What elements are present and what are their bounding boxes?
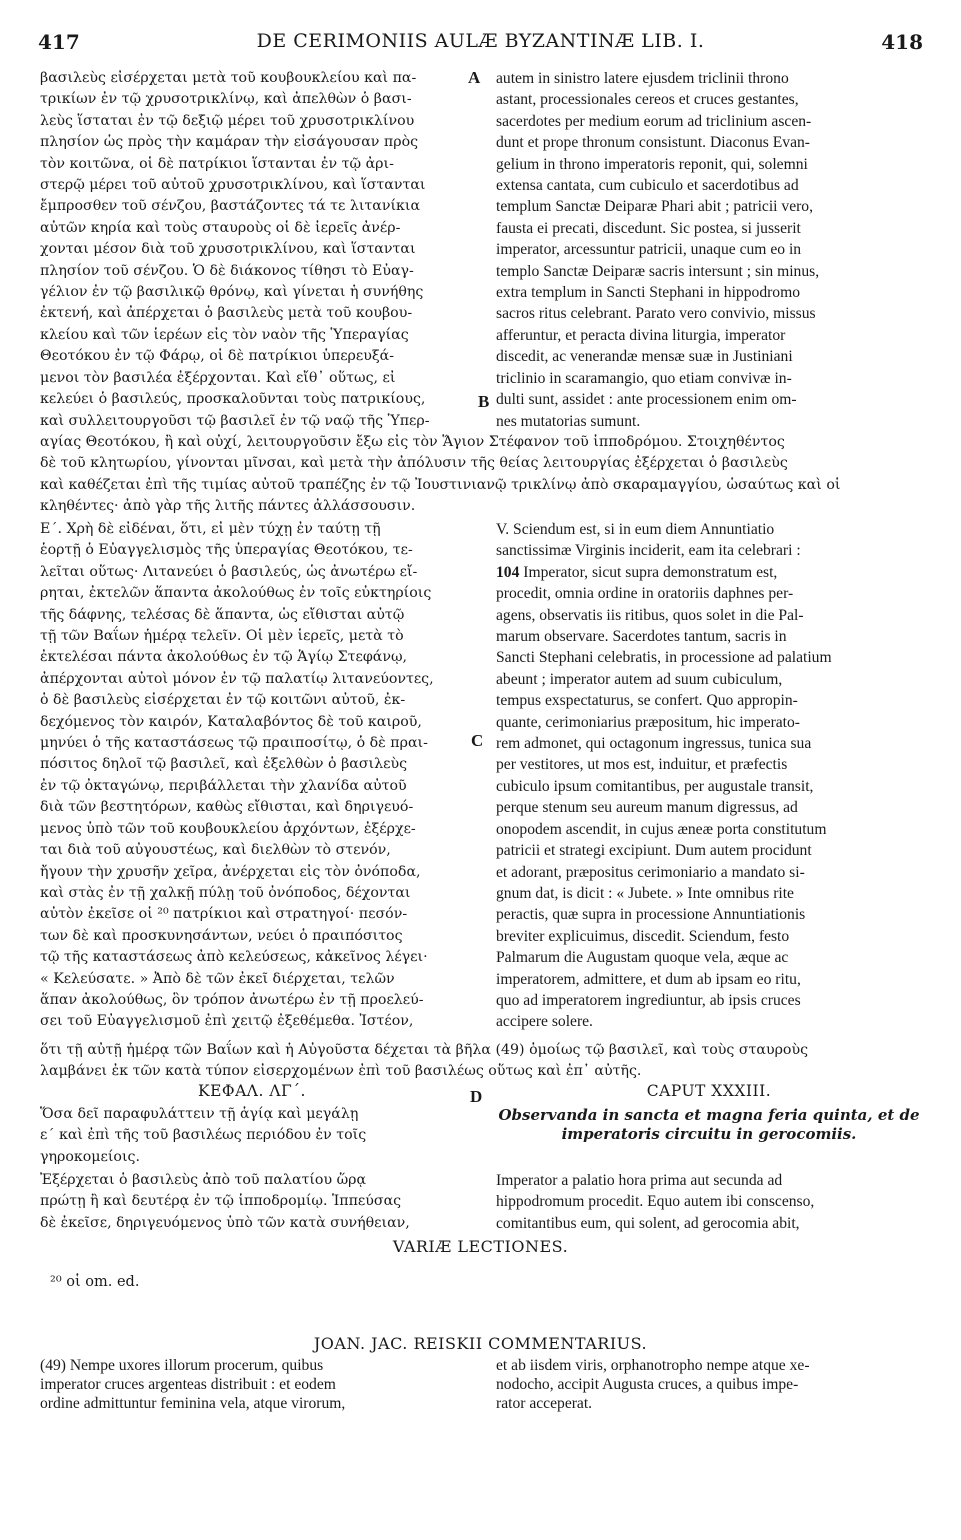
greek-line: ὅτι τῇ αὐτῇ ἡμέρᾳ τῶν Βαΐων καὶ ἡ Αὐγοῦστα δέχεται τὰ βῆλα (49) ὁμοίως τῷ βασιλεῖ, καὶ τοὺς σταυροὺς	[40, 1042, 809, 1058]
greek-line: ἐκτενή, καὶ ἀπέρχεται ὁ βασιλεὺς μετὰ τοῦ κουβου-	[40, 305, 413, 322]
margin-marker-a: A	[468, 68, 481, 87]
greek-line: κελεύει ὁ βασιλεύς, προσκαλοῦνται τοὺς πατρικίους,	[40, 391, 426, 408]
greek-fullwidth-paragraph-1	[40, 432, 922, 518]
greek-line: « Κελεύσατε. » Ἀπὸ δὲ τῶν ἐκεῖ διέρχεται, τελῶν	[40, 970, 395, 987]
commentary-line: (49) Nempe uxores illorum procerum, quibus	[40, 1357, 324, 1374]
latin-line: cubiculo ipsum comitantibus, per augustale transit,	[496, 777, 814, 795]
greek-line: πλησίον τοῦ σένζου. Ὁ δὲ διάκονος τίθησι τὸ Εὐαγ-	[40, 262, 414, 279]
latin-line: dunt et prope thronum consistunt. Diaconus Evan-	[496, 134, 810, 152]
greek-line: αὐτὸν ἐκεῖσε οἱ ²⁰ πατρίκιοι καὶ στρατηγοί· πεσόν-	[40, 906, 408, 923]
greek-line: βασιλεὺς εἰσέρχεται μετὰ τοῦ κουβουκλείου καὶ πα-	[40, 70, 417, 86]
greek-line: ἔμπροσθεν τοῦ σένζου, βαστάζοντες τά τε λιτανίκια	[40, 198, 421, 215]
greek-line: αὐτῶν κηρία καὶ τοὺς σταυροὺς οἱ δὲ ἱερεῖς ἀνέρ-	[40, 219, 401, 236]
latin-line: perque stenum seu aureum manum digressus, ad	[496, 799, 798, 817]
greek-line: ἅπαν ἀκολούθως, ὃν τρόπον ἀνωτέρω ἐν τῇ προελεύ-	[40, 991, 424, 1008]
variant-reading-note: ²⁰ οἱ om. ed.	[50, 1274, 140, 1290]
greek-line: πρώτῃ ἢ καὶ δευτέρᾳ ἐν τῷ ἱπποδρομίῳ. Ἱππεύσας	[40, 1193, 402, 1210]
greek-line: ἤγουν τὴν χρυσῆν χεῖρα, ἀνέρχεται εἰς τὸν ὀνόποδα,	[40, 863, 421, 880]
greek-line: τρικίων ἐν τῷ χρυσοτρικλίνῳ, καὶ ἀπελθὼν ὁ βασι-	[40, 91, 412, 108]
latin-line: marum observare. Sacerdotes tantum, sacris in	[496, 628, 787, 646]
latin-line: 104 Imperator, sicut supra demonstratum est,	[496, 563, 778, 581]
greek-line: τῷ τῆς καταστάσεως ἀπὸ κελεύσεως, κἀκεῖνος λέγει·	[40, 949, 428, 966]
latin-column-top	[496, 68, 922, 432]
greek-chapter-heading: ΚΕΦΑΛ. ΛΓ΄.	[198, 1082, 306, 1100]
latin-line: extra templum in Sancti Stephani in hippodromo	[496, 284, 801, 302]
latin-line: quo ad imperatorem ingrediuntur, ab ipsis cruces	[496, 991, 801, 1009]
running-title: DE CERIMONIIS AULÆ BYZANTINÆ LIB. I.	[256, 30, 705, 52]
greek-line: των δὲ καὶ προσκυνησάντων, νεύει ὁ πραιπόσιτος	[40, 927, 403, 944]
commentary-left-column	[40, 1356, 464, 1413]
latin-line: comitantibus eum, qui solent, ad gerocomia abit,	[496, 1214, 800, 1232]
latin-title-line: Observanda in sancta et magna feria quinta, et de	[498, 1106, 920, 1124]
latin-line: templo Sanctæ Deiparæ sacris intersunt ; sin minus,	[496, 262, 820, 280]
greek-line: τῇ τῶν Βαΐων ἡμέρᾳ τελεῖν. Οἱ μὲν ἱερεῖς, μετὰ τὸ	[40, 628, 404, 645]
latin-line: et adorant, præpositus cerimoniario a mandato si-	[496, 863, 805, 881]
commentary-line: nodocho, accipit Augusta cruces, a quibus impe-	[496, 1376, 799, 1393]
latin-line: accipere solere.	[496, 1013, 593, 1031]
commentary-line: ordine admittuntur feminina vela, atque virorum,	[40, 1395, 346, 1412]
commentary-line: imperator cruces argenteas distribuit : et eodem	[40, 1376, 336, 1393]
latin-chapter-heading: CAPUT XXXIII.	[646, 1082, 772, 1100]
greek-line: μενος ὑπὸ τῶν τοῦ κουβουκλείου ἀρχόντων, ἐξέρχε-	[40, 820, 416, 837]
greek-line: Ἐξέρχεται ὁ βασιλεὺς ἀπὸ τοῦ παλατίου ὥρᾳ	[40, 1172, 367, 1188]
latin-line: afferuntur, et peracta divina liturgia, imperator	[496, 326, 786, 344]
latin-line: sacros ritus celebrant. Parato vero convivio, missus	[496, 305, 816, 323]
greek-line: λεῖται οὕτως· Λιτανεύει ὁ βασιλεύς, ὡς ἀνωτέρω εἴ-	[40, 563, 418, 580]
commentary-right-column	[496, 1356, 922, 1413]
latin-line: templum Sanctæ Deiparæ Phari abit ; patricii vero,	[496, 198, 813, 216]
greek-line: δὲ τοῦ κλητωρίου, γίνονται μῖνσαι, καὶ μετὰ τὴν ἀπόλυσιν τῆς θείας λειτουργίας ἐξέρχεται ὁ βασιλεὺς	[40, 455, 788, 472]
page-number-left: 417	[38, 30, 80, 54]
variae-lectiones-heading: VARIÆ LECTIONES.	[392, 1237, 569, 1256]
greek-line: καὶ καθέζεται ἐπὶ τῆς τιμίας αὐτοῦ τραπέζης ἐν τῷ Ἰουστινιανῷ τρικλίνῳ ἀπὸ σκαραμαγγίου, ὡσαύτως καὶ οἱ	[40, 476, 841, 493]
latin-line: discedit, ac venerandæ mensæ suæ in Justiniani	[496, 348, 793, 366]
latin-line: gnum dat, is dicit : « Jubete. » Inte omnibus rite	[496, 884, 794, 902]
greek-line: κληθέντες· ἀπὸ γὰρ τῆς λιτῆς πάντες ἀλλάσσουσιν.	[40, 498, 416, 515]
greek-title-line: ε΄ καὶ ἐπὶ τῆς τοῦ βασιλέως περιόδου ἐν τοῖς	[40, 1127, 367, 1144]
latin-line: sacerdotes per medium eorum ad triclinium ascen-	[496, 112, 812, 130]
commentary-line: et ab iisdem viris, orphanotropho nempe atque xe-	[496, 1357, 810, 1374]
greek-column-middle	[40, 519, 464, 1033]
page-number-right: 418	[881, 30, 923, 54]
greek-title-line: Ὅσα δεῖ παραφυλάττειν τῇ ἁγίᾳ καὶ μεγάλῃ	[40, 1106, 359, 1122]
greek-line: καὶ συλλειτουργοῦσι τῷ βασιλεῖ ἐν τῷ ναῷ τῆς Ὑπερ-	[40, 412, 430, 429]
latin-line: quante, cerimoniarius præpositum, hic imperato-	[496, 713, 801, 731]
greek-line: λαμβάνει ἐκ τῶν κατὰ τύπον εἰσερχομένων ἐπὶ τοῦ βασιλέως οὕτως καὶ ἐπ᾽ αὐτῆς.	[40, 1063, 642, 1080]
latin-line: procedit, omnia ordine in oratoriis daphnes per-	[496, 585, 794, 603]
greek-line: πλησίον ὡς πρὸς τὴν καμάραν τὴν εἰσάγουσαν πρὸς	[40, 134, 419, 151]
greek-title-line: γηροκομείοις.	[40, 1148, 140, 1165]
latin-line: onopodem ascendit, in cujus æneæ porta constitutum	[496, 820, 827, 838]
latin-line: patricii et strategi excipiunt. Dum autem procidunt	[496, 842, 812, 860]
latin-line: extensa cantata, cum cubiculo et sacerdotibus ad	[496, 177, 799, 195]
latin-title-line: imperatoris circuitu in gerocomiis.	[561, 1125, 857, 1143]
greek-line: ἐν τῷ ὀκταγώνῳ, περιβάλλεται τὴν χλανίδα αὐτοῦ	[40, 777, 407, 794]
latin-line: gelium in throno imperatoris reponit, qui, solemni	[496, 155, 808, 173]
greek-line: πόσιτος δηλοῖ τῷ βασιλεῖ, καὶ ἐξελθὼν ὁ βασιλεὺς	[40, 756, 408, 773]
latin-line: autem in sinistro latere ejusdem triclinii throno	[496, 70, 789, 87]
greek-line: κλείου καὶ τῶν ἱερέων εἰς τὸν ναὸν τῆς Ὑπεραγίας	[40, 326, 409, 343]
greek-line: ρηται, ἐκτελῶν ἅπαντα ἀκολούθως ἐν τοῖς εὐκτηρίοις	[40, 585, 432, 602]
latin-column-middle	[496, 519, 922, 1033]
commentary-heading: JOAN. JAC. REISKII COMMENTARIUS.	[313, 1334, 648, 1353]
latin-line: dulti sunt, assidet : ante processionem enim om-	[496, 391, 797, 409]
greek-line: ἐκτελέσαι πάντα ἀκολούθως ἐν τῷ Ἁγίῳ Στεφάνῳ,	[40, 649, 408, 666]
latin-chapter-title	[496, 1106, 922, 1144]
greek-line: Ε΄. Χρὴ δὲ εἰδέναι, ὅτι, εἰ μὲν τύχῃ ἐν ταύτῃ τῇ	[40, 521, 381, 537]
greek-line: Θεοτόκου ἐν τῷ Φάρῳ, οἱ δὲ πατρίκιοι ὑπερευξά-	[40, 348, 395, 365]
greek-line: μενοι τὸν βασιλέα ἐξέρχονται. Καὶ εἴθ᾽ οὕτως, εἰ	[40, 369, 396, 386]
latin-line: triclinio in scaramangio, quo etiam convivæ in-	[496, 369, 792, 387]
latin-line: Imperator a palatio hora prima aut secunda ad	[496, 1172, 783, 1189]
greek-fullwidth-paragraph-2	[40, 1040, 922, 1083]
greek-chapter-title	[40, 1104, 464, 1168]
greek-line: ἀπέρχονται αὐτοὶ μόνον ἐν τῷ παλατίῳ λιτανεύοντες,	[40, 670, 434, 687]
latin-line: rem admonet, qui octagonum ingressus, tunica sua	[496, 735, 812, 753]
latin-line: tempus exspectaturus, se confert. Quo appropin-	[496, 692, 798, 710]
latin-line: V. Sciendum est, si in eum diem Annuntiatio	[496, 521, 775, 538]
greek-line: διὰ τῶν βεστητόρων, καθὼς εἴθισται, καὶ δηριγευό-	[40, 799, 414, 816]
margin-marker-b: B	[478, 392, 490, 411]
greek-line: τῆς δάφνης, τελέσας δὲ ἅπαντα, ὡς εἴθισται αὐτῷ	[40, 606, 405, 623]
latin-line: sanctissimæ Virginis inciderit, eam ita celebrari :	[496, 542, 801, 560]
latin-line: nes mutatorias sumunt.	[496, 412, 641, 430]
latin-line: agens, observatis iis ritibus, quos solet in die Pal-	[496, 606, 804, 624]
latin-line: peractis, quæ supra in processione Annuntiationis	[496, 906, 806, 924]
greek-line: αγίας Θεοτόκου, ἢ καὶ οὐχί, λειτουργοῦσιν ἔξω εἰς τὸν Ἅγιον Στέφανον τοῦ ἱπποδρόμου. Στοιχηθέντος	[40, 434, 785, 450]
greek-line: δὲ ἐκεῖσε, δηριγευόμενος ὑπὸ τῶν κατὰ συνήθειαν,	[40, 1214, 410, 1231]
greek-line: μηνύει ὁ τῆς καταστάσεως τῷ πραιποσίτῳ, ὁ δὲ πραι-	[40, 735, 428, 752]
page-header	[38, 30, 923, 60]
latin-line: breviter explicuimus, discedit. Sciendum, festo	[496, 927, 790, 945]
commentary-line: rator acceperat.	[496, 1395, 593, 1412]
margin-marker-c: C	[471, 731, 484, 750]
greek-line: γέλιον ἐν τῷ βασιλικῷ θρόνῳ, καὶ γίνεται ἡ συνήθης	[40, 284, 424, 301]
latin-line: astant, processionales cereos et cruces gestantes,	[496, 91, 799, 109]
latin-line: imperator, arcessuntur patricii, unaque cum eo in	[496, 241, 802, 259]
latin-line: abeunt ; imperator autem ad suum cubiculum,	[496, 670, 783, 688]
latin-line: fausta ei precati, discedunt. Sic postea, si jusserit	[496, 219, 801, 237]
greek-line: δεχόμενος τὸν καιρόν, Καταλαβόντος δὲ τοῦ καιροῦ,	[40, 713, 422, 730]
greek-line: τὸν κοιτῶνα, οἱ δὲ πατρίκιοι ἵστανται ἐν τῷ ἀρι-	[40, 155, 394, 172]
greek-line: ὁ δὲ βασιλεὺς εἰσέρχεται ἐν τῷ κοιτῶνι αὐτοῦ, ἐκ-	[40, 692, 406, 709]
latin-line: Palmarum die Augustam quoque vela, æque ac	[496, 949, 789, 967]
greek-line: χονται μέσον διὰ τοῦ χρυσοτρικλίνου, καὶ ἵστανται	[40, 241, 416, 258]
latin-line: hippodromum procedit. Equo autem ibi conscenso,	[496, 1193, 815, 1211]
greek-chapter-body	[40, 1170, 464, 1234]
greek-line: ἑορτῇ ὁ Εὐαγγελισμὸς τῆς ὑπεραγίας Θεοτόκου, τε-	[40, 542, 413, 559]
greek-line: στερῷ μέρει τοῦ αὐτοῦ χρυσοτρικλίνου, καὶ ἵστανται	[40, 177, 426, 194]
greek-line: καὶ στὰς ἐν τῇ χαλκῇ πύλῃ τοῦ ὀνόποδος, δέχονται	[40, 884, 411, 901]
margin-marker-d: D	[470, 1087, 483, 1106]
latin-line: Sancti Stephani celebratis, in processione ad palatium	[496, 649, 832, 667]
latin-line: per vestitores, ut mos est, induitur, et præfectis	[496, 756, 788, 774]
greek-column-top	[40, 68, 464, 432]
greek-line: λεὺς ἵσταται ἐν τῷ δεξιῷ μέρει τοῦ χρυσοτρικλίνου	[40, 112, 415, 129]
greek-line: σει τοῦ Εὐαγγελισμοῦ ἐπὶ χειτῷ ἐξεθέμεθα. Ἰστέον,	[40, 1013, 414, 1030]
latin-chapter-body	[496, 1170, 922, 1234]
greek-line: ται διὰ τοῦ αὐγουστέως, καὶ διελθὼν τὸ στενόν,	[40, 842, 391, 859]
latin-line: imperatorem, admittere, et dum ab ipsam eo ritu,	[496, 970, 801, 988]
